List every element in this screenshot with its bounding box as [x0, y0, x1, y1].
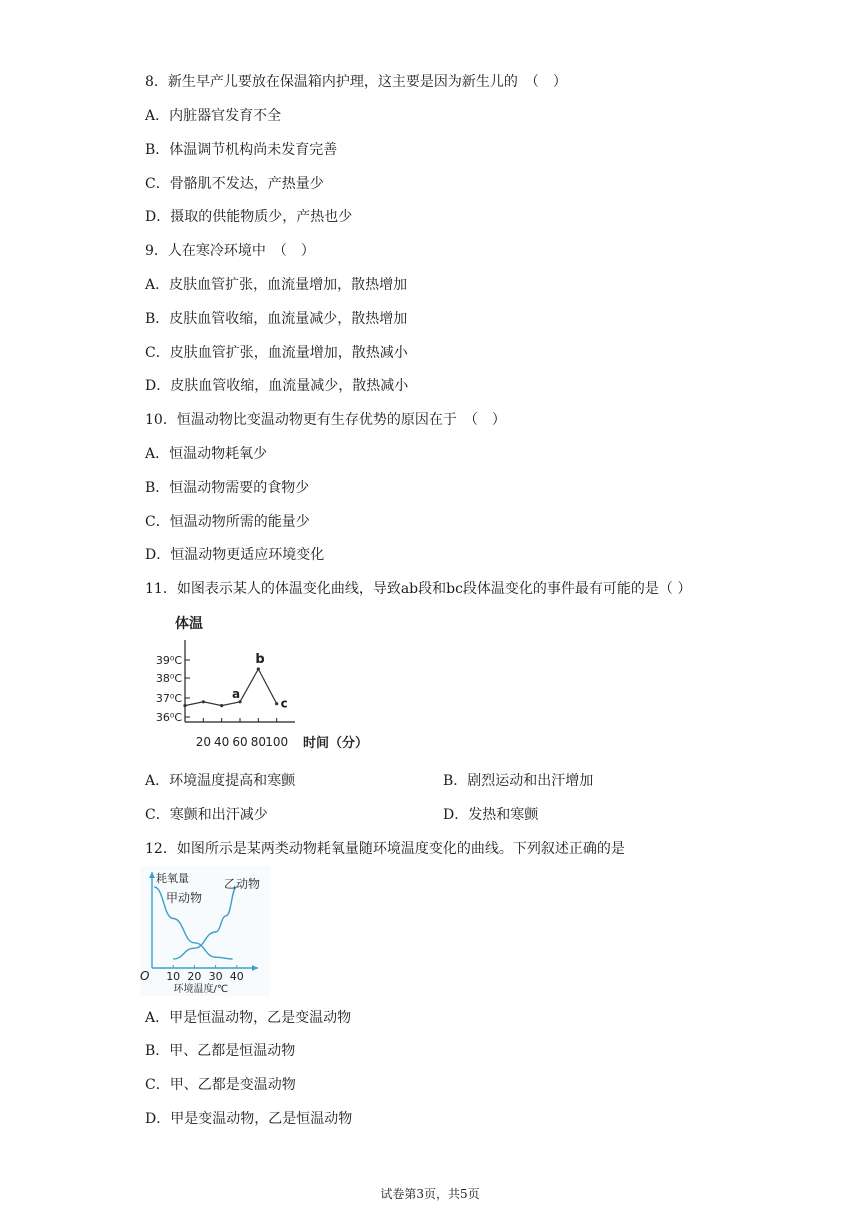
q9-option-c[interactable]: C．皮肤血管扩张，血流量增加，散热减小 — [145, 345, 408, 361]
data-point — [275, 702, 278, 705]
series-label-yi: 乙动物 — [224, 877, 261, 891]
x-tick-label: 10 — [166, 970, 181, 983]
page-footer: 试卷第3页，共5页 — [380, 1187, 480, 1201]
y-tick-label: 39⁰C — [155, 654, 182, 667]
q11-option-a[interactable]: A．环境温度提高和寒颤 — [145, 773, 296, 789]
q8-option-a[interactable]: A．内脏器官发育不全 — [145, 108, 282, 124]
q11-stem: 11．如图表示某人的体温变化曲线，导致ab段和bc段体温变化的事件最有可能的是（ ） — [145, 581, 692, 597]
q10-stem: 10．恒温动物比变温动物更有生存优势的原因在于 （ ） — [145, 412, 506, 428]
q9-stem: 9．人在寒冷环境中 （ ） — [145, 243, 315, 259]
data-point — [183, 704, 186, 707]
q8-option-c[interactable]: C．骨骼肌不发达，产热量少 — [145, 176, 324, 192]
q12-option-a[interactable]: A．甲是恒温动物，乙是变温动物 — [145, 1010, 352, 1026]
q11-option-b[interactable]: B．剧烈运动和出汗增加 — [443, 773, 594, 789]
y-tick-label: 37⁰C — [155, 692, 182, 705]
y-axis-label: 耗氧量 — [156, 872, 189, 885]
x-axis-label: 时间（分） — [303, 736, 369, 751]
data-point — [257, 667, 260, 670]
q10-option-d[interactable]: D．恒温动物更适应环境变化 — [145, 547, 325, 563]
x-tick-label: 20 — [187, 970, 202, 983]
q12-option-b[interactable]: B．甲、乙都是恒温动物 — [145, 1043, 296, 1059]
data-point — [220, 704, 223, 707]
series-line-body-temperature — [185, 669, 277, 706]
q10-option-a[interactable]: A．恒温动物耗氧少 — [145, 446, 268, 462]
q12-option-c[interactable]: C．甲、乙都是变温动物 — [145, 1077, 296, 1093]
q11-option-d[interactable]: D．发热和寒颤 — [443, 807, 539, 823]
y-tick-label: 38⁰C — [155, 672, 182, 685]
point-label-a: a — [232, 686, 241, 701]
series-label-jia: 甲动物 — [166, 891, 203, 905]
body-temperature-chart — [145, 612, 375, 757]
q8-option-b[interactable]: B．体温调节机构尚未发育完善 — [145, 142, 338, 158]
q11-option-c[interactable]: C．寒颤和出汗减少 — [145, 807, 268, 823]
y-tick-label: 36⁰C — [155, 711, 182, 724]
x-axis-label: 环境温度/℃ — [173, 984, 229, 995]
q10-option-c[interactable]: C．恒温动物所需的能量少 — [145, 514, 310, 530]
x-tick-label: 30 — [208, 970, 223, 983]
q12-stem: 12．如图所示是某两类动物耗氧量随环境温度变化的曲线。下列叙述正确的是 — [145, 841, 625, 857]
point-label-c: c — [280, 696, 288, 711]
q8-stem: 8．新生早产儿要放在保温箱内护理，这主要是因为新生儿的 （ ） — [145, 74, 567, 90]
oxygen-consumption-chart — [140, 866, 270, 996]
x-tick-label: 40 — [229, 970, 244, 983]
x-tick-label: 40 — [214, 735, 230, 749]
origin-label: O — [140, 969, 150, 983]
y-axis-label: 体温 — [175, 616, 203, 632]
q9-option-a[interactable]: A．皮肤血管扩张，血流量增加，散热增加 — [145, 277, 408, 293]
q9-option-b[interactable]: B．皮肤血管收缩，血流量减少，散热增加 — [145, 311, 408, 327]
q10-option-b[interactable]: B．恒温动物需要的食物少 — [145, 480, 310, 496]
x-tick-label: 20 — [195, 735, 211, 749]
q8-option-d[interactable]: D．摄取的供能物质少，产热也少 — [145, 209, 353, 225]
x-tick-label: 100 — [265, 735, 289, 749]
x-tick-label: 80 — [250, 735, 266, 749]
q12-option-d[interactable]: D．甲是变温动物，乙是恒温动物 — [145, 1111, 353, 1127]
data-point — [202, 700, 205, 703]
x-tick-label: 60 — [232, 735, 248, 749]
q9-option-d[interactable]: D．皮肤血管收缩，血流量减少，散热减小 — [145, 378, 409, 394]
point-label-b: b — [255, 652, 265, 667]
